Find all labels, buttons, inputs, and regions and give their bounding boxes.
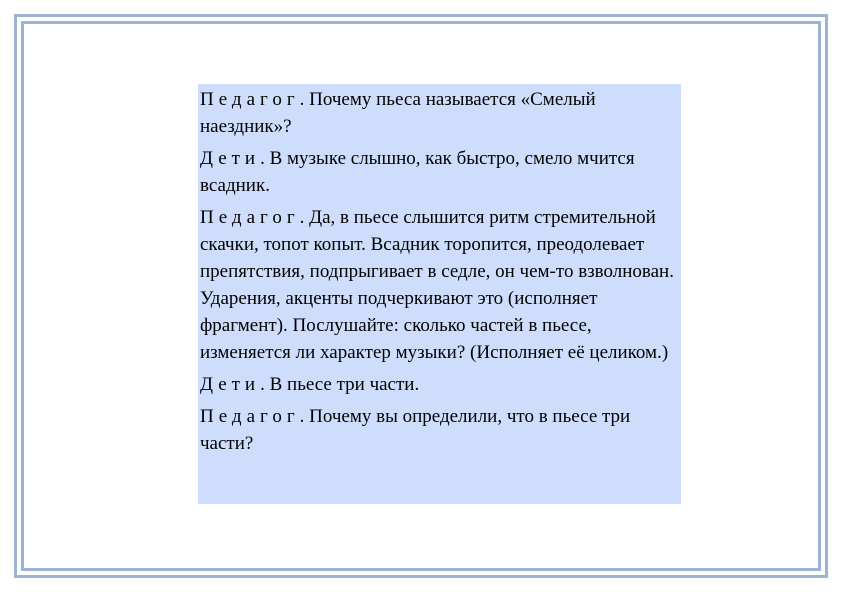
line-text: . В пьесе три части. bbox=[260, 374, 420, 395]
speaker-name: Педагог bbox=[200, 89, 300, 110]
dialogue-line bbox=[200, 403, 681, 457]
speaker-name: Педагог bbox=[200, 207, 300, 228]
dialogue-line bbox=[200, 86, 681, 140]
speaker-name: Дети bbox=[200, 148, 261, 169]
dialogue-line bbox=[200, 145, 681, 199]
dialogue-line bbox=[200, 371, 681, 398]
line-text: . Почему пьеса называется «Смелый наездник»? bbox=[200, 89, 596, 137]
line-text: . Да, в пьесе слышится ритм стремительной скачки, топот копыт. Всадник торопится, преодолевает препятствия, подпрыгивает в седле, он чем-то взволнован. Ударения, акценты подчеркивают это (исполняет фрагмент). Послушайте: сколько частей в пьесе, изменяется ли характер музыки? (Исполняет её целиком.) bbox=[200, 207, 674, 363]
speaker-name: Педагог bbox=[200, 406, 300, 427]
dialogue-text-box bbox=[198, 84, 681, 504]
line-text: . Почему вы определили, что в пьесе три части? bbox=[200, 406, 631, 454]
speaker-name: Дети bbox=[200, 374, 261, 395]
dialogue-line bbox=[200, 204, 681, 366]
line-text: . В музыке слышно, как быстро, смело мчится всадник. bbox=[200, 148, 635, 196]
